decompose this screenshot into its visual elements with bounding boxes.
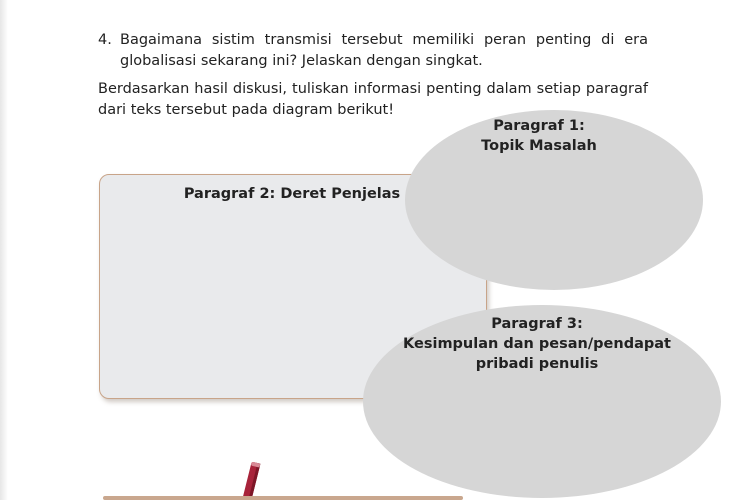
paragraph-3-label bbox=[372, 314, 702, 374]
paragraph-3-line-3: pribadi penulis bbox=[475, 356, 599, 372]
paragraph-1-topic: Topik Masalah bbox=[481, 138, 597, 154]
page-edge-shadow bbox=[0, 0, 8, 500]
paragraph-3-heading: Paragraf 3: bbox=[491, 316, 583, 332]
paragraph-3-line-2: Kesimpulan dan pesan/pendapat bbox=[403, 336, 671, 352]
instruction-text: Berdasarkan hasil diskusi, tuliskan informasi penting dalam setiap paragraf dari teks tersebut pada diagram berikut! bbox=[98, 81, 648, 118]
paragraph-1-heading: Paragraf 1: bbox=[493, 118, 585, 134]
question-text: Bagaimana sistim transmisi tersebut memiliki peran penting di era globalisasi sekarang ini? Jelaskan dengan singkat. bbox=[120, 32, 648, 69]
question-number: 4. bbox=[98, 32, 112, 48]
paragraph-2-title: Paragraf 2: Deret Penjelas bbox=[183, 186, 401, 202]
paragraph-1-label bbox=[405, 116, 673, 156]
pencil-icon bbox=[236, 462, 266, 500]
bottom-bar bbox=[103, 496, 463, 500]
